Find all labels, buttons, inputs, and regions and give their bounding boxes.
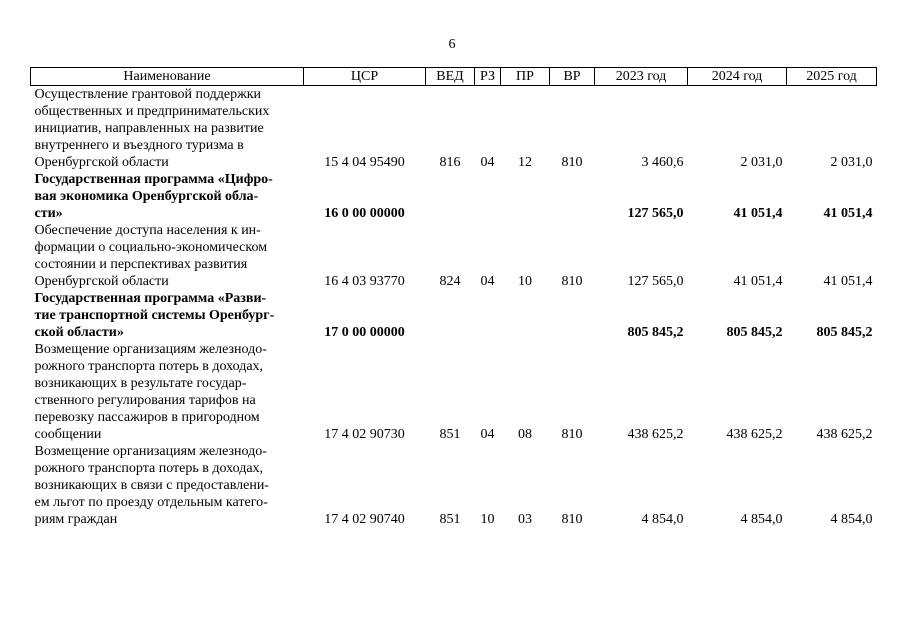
row-pr: 10 [518, 274, 532, 289]
row-ved: 851 [439, 512, 461, 527]
row-2023: 4 854,0 [641, 512, 684, 527]
page-number: 6 [448, 37, 456, 52]
name-line: рожного транспорта потерь в доходах, [34, 359, 264, 374]
row-2025: 438 625,2 [816, 427, 873, 442]
name-line: возникающих в связи с предоставлени- [34, 478, 269, 493]
header-2025: 2025 год [787, 68, 877, 86]
row-2025: 2 031,0 [830, 155, 873, 170]
name-line: ской области» [34, 325, 124, 340]
name-line: инициатив, направленных на развитие [34, 121, 264, 136]
table-row [31, 222, 877, 290]
name-line: внутреннего и въездного туризма в [34, 138, 244, 153]
row-csr: 17 0 00 00000 [324, 325, 405, 340]
row-ved [426, 171, 475, 222]
name-line: возникающих в результате государ- [34, 376, 247, 391]
table-header-row [31, 68, 877, 86]
row-2024: 805 845,2 [726, 325, 783, 340]
name-line: Государственная программа «Цифро- [34, 172, 273, 187]
name-line: Обеспечение доступа населения к ин- [34, 223, 261, 238]
row-rz: 04 [480, 155, 495, 170]
header-rz: РЗ [475, 68, 501, 86]
row-name [31, 443, 304, 528]
name-line: перевозку пассажиров в пригородном [34, 410, 260, 425]
row-rz [475, 171, 501, 222]
row-rz [475, 290, 501, 341]
header-ved: ВЕД [426, 68, 475, 86]
name-line: Оренбургской области [34, 155, 169, 170]
table-row [31, 290, 877, 341]
row-vr [550, 171, 595, 222]
row-2023: 3 460,6 [641, 155, 684, 170]
row-2025: 4 854,0 [830, 512, 873, 527]
name-line: состоянии и перспективах развития [34, 257, 248, 272]
name-line: тие транспортной системы Оренбург- [34, 308, 275, 323]
row-2024: 41 051,4 [733, 206, 783, 221]
row-csr: 16 4 03 93770 [324, 274, 405, 289]
row-vr: 810 [561, 274, 583, 289]
name-line: ем льгот по проезду отдельным катего- [34, 495, 268, 510]
name-line: Возмещение организациям железнодо- [34, 342, 267, 357]
name-line: формации о социально-экономическом [34, 240, 268, 255]
row-vr: 810 [561, 512, 583, 527]
row-csr: 17 4 02 90730 [324, 427, 405, 442]
row-name [31, 86, 304, 172]
row-ved: 824 [439, 274, 461, 289]
row-vr: 810 [561, 427, 583, 442]
header-2024: 2024 год [688, 68, 787, 86]
table-row [31, 341, 877, 443]
name-line: Осуществление грантовой поддержки [34, 87, 262, 102]
row-ved [426, 290, 475, 341]
budget-table [30, 67, 877, 528]
row-2024: 4 854,0 [740, 512, 783, 527]
row-2025: 805 845,2 [816, 325, 873, 340]
name-line: Возмещение организациям железнодо- [34, 444, 267, 459]
row-pr [501, 290, 550, 341]
row-rz: 10 [480, 512, 495, 527]
header-csr: ЦСР [304, 68, 426, 86]
name-line: Государственная программа «Разви- [34, 291, 267, 306]
name-line: рожного транспорта потерь в доходах, [34, 461, 264, 476]
header-2023: 2023 год [595, 68, 688, 86]
row-ved: 816 [439, 155, 461, 170]
row-name [31, 222, 304, 290]
row-rz: 04 [480, 427, 495, 442]
row-pr: 08 [518, 427, 532, 442]
row-2024: 438 625,2 [726, 427, 783, 442]
row-2025: 41 051,4 [823, 274, 873, 289]
header-vr: ВР [550, 68, 595, 86]
row-2023: 805 845,2 [627, 325, 684, 340]
row-2023: 127 565,0 [627, 206, 684, 221]
row-vr: 810 [561, 155, 583, 170]
row-2023: 438 625,2 [627, 427, 684, 442]
table-row [31, 171, 877, 222]
name-line: риям граждан [34, 512, 118, 527]
row-csr: 15 4 04 95490 [324, 155, 405, 170]
row-pr: 03 [518, 512, 532, 527]
row-pr: 12 [518, 155, 532, 170]
row-csr: 17 4 02 90740 [324, 512, 405, 527]
row-name [31, 341, 304, 443]
header-pr: ПР [501, 68, 550, 86]
row-pr [501, 171, 550, 222]
row-2023: 127 565,0 [627, 274, 684, 289]
row-csr: 16 0 00 00000 [324, 206, 405, 221]
row-rz: 04 [480, 274, 495, 289]
row-name [31, 290, 304, 341]
name-line: вая экономика Оренбургской обла- [34, 189, 259, 204]
header-name: Наименование [31, 68, 304, 86]
name-line: сообщении [34, 427, 102, 442]
table-row [31, 86, 877, 172]
table-row [31, 443, 877, 528]
row-name [31, 171, 304, 222]
row-vr [550, 290, 595, 341]
name-line: общественных и предпринимательских [34, 104, 270, 119]
row-ved: 851 [439, 427, 461, 442]
name-line: сти» [34, 206, 63, 221]
row-2024: 2 031,0 [740, 155, 783, 170]
row-2025: 41 051,4 [823, 206, 873, 221]
name-line: Оренбургской области [34, 274, 169, 289]
name-line: ственного регулирования тарифов на [34, 393, 256, 408]
row-2024: 41 051,4 [733, 274, 783, 289]
